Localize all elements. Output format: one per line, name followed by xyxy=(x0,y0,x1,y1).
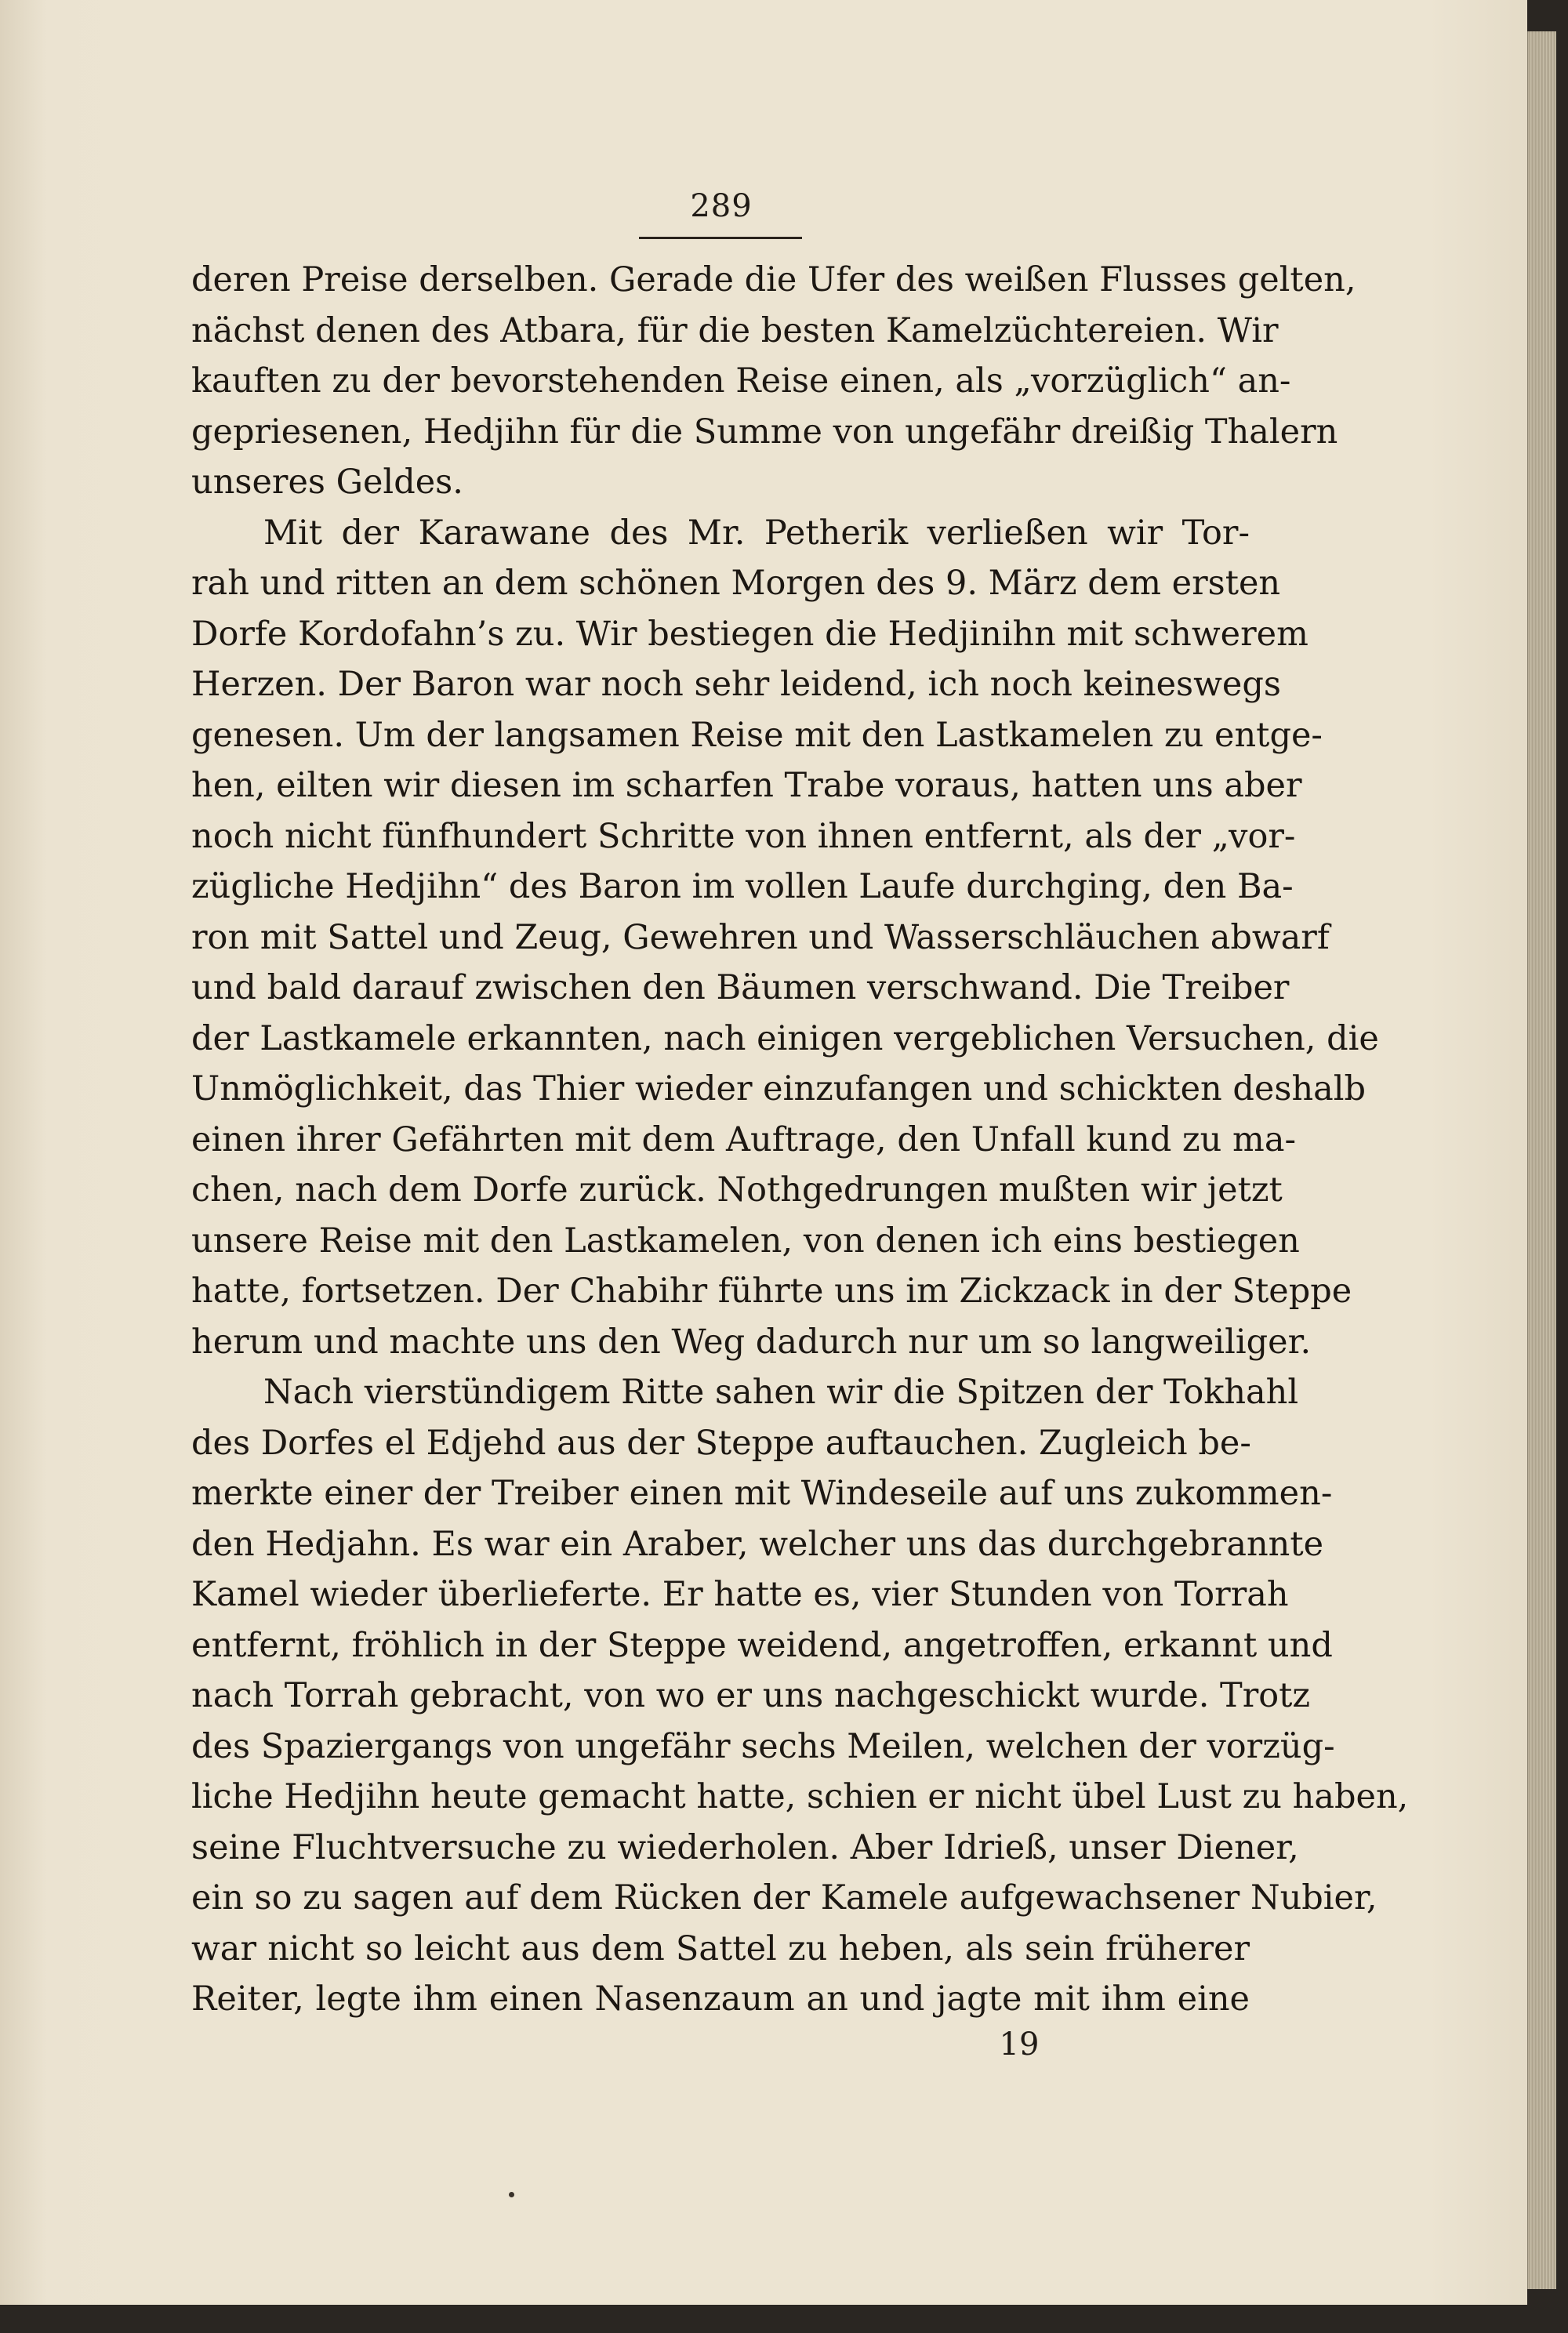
text-line: rah und ritten an dem schönen Morgen des 9. März dem ersten xyxy=(191,564,1281,603)
text-line: Mit der Karawane des Mr. Petherik verließen wir Tor- xyxy=(263,513,1250,553)
body-text xyxy=(191,255,1409,2025)
header-rule xyxy=(639,237,802,239)
text-line: den Hedjahn. Es war ein Araber, welcher uns das durchgebrannte xyxy=(191,1524,1324,1564)
text-line: chen, nach dem Dorfe zurück. Nothgedrungen mußten wir jetzt xyxy=(191,1170,1283,1210)
ink-dot xyxy=(509,2192,514,2197)
text-line: genesen. Um der langsamen Reise mit den Lastkamelen zu entge- xyxy=(191,715,1323,755)
text-line: war nicht so leicht aus dem Sattel zu heben, als sein früherer xyxy=(191,1928,1250,1968)
page-number: 289 xyxy=(690,188,753,224)
text-line: Nach vierstündigem Ritte sahen wir die Spitzen der Tokhahl xyxy=(263,1373,1299,1412)
text-line: kauften zu der bevorstehenden Reise einen, als „vorzüglich“ an- xyxy=(191,361,1291,401)
text-line: herum und machte uns den Weg dadurch nur um so langweiliger. xyxy=(191,1322,1312,1362)
text-line: Reiter, legte ihm einen Nasenzaum an und jagte mit ihm eine xyxy=(191,1979,1250,2019)
text-line: hatte, fortsetzen. Der Chabihr führte uns im Zickzack in der Steppe xyxy=(191,1272,1352,1311)
text-line: hen, eilten wir diesen im scharfen Trabe voraus, hatten uns aber xyxy=(191,766,1302,805)
text-line: liche Hedjihn heute gemacht hatte, schien er nicht übel Lust zu haben, xyxy=(191,1777,1409,1816)
text-line: nach Torrah gebracht, von wo er uns nachgeschickt wurde. Trotz xyxy=(191,1676,1311,1715)
page-edges xyxy=(1527,31,1556,2289)
text-line: unseres Geldes. xyxy=(191,463,463,502)
text-line: seine Fluchtversuche zu wiederholen. Aber Idrieß, unser Diener, xyxy=(191,1827,1299,1867)
text-line: und bald darauf zwischen den Bäumen verschwand. Die Treiber xyxy=(191,968,1290,1007)
text-line: gepriesenen, Hedjihn für die Summe von ungefähr dreißig Thalern xyxy=(191,412,1338,452)
text-line: nächst denen des Atbara, für die besten Kamelzüchtereien. Wir xyxy=(191,310,1279,350)
text-line: unsere Reise mit den Lastkamelen, von denen ich eins bestiegen xyxy=(191,1221,1300,1261)
text-line: zügliche Hedjihn“ des Baron im vollen Laufe durchging, den Ba- xyxy=(191,867,1294,906)
text-line: Kamel wieder überlieferte. Er hatte es, vier Stunden von Torrah xyxy=(191,1575,1289,1614)
text-line: Herzen. Der Baron war noch sehr leidend, ich noch keineswegs xyxy=(191,665,1281,704)
signature-mark: 19 xyxy=(999,2026,1040,2063)
text-line: des Spaziergangs von ungefähr sechs Meilen, welchen der vorzüg- xyxy=(191,1726,1335,1766)
text-line: merkte einer der Treiber einen mit Windeseile auf uns zukommen- xyxy=(191,1474,1333,1513)
text-line: des Dorfes el Edjehd aus der Steppe auftauchen. Zugleich be- xyxy=(191,1423,1251,1463)
text-line: entfernt, fröhlich in der Steppe weidend, angetroffen, erkannt und xyxy=(191,1625,1333,1665)
text-line: deren Preise derselben. Gerade die Ufer des weißen Flusses gelten, xyxy=(191,260,1356,299)
text-line: noch nicht fünfhundert Schritte von ihnen entfernt, als der „vor- xyxy=(191,816,1296,856)
text-line: Dorfe Kordofahn’s zu. Wir bestiegen die Hedjinihn mit schwerem xyxy=(191,614,1308,654)
text-line: ron mit Sattel und Zeug, Gewehren und Wasserschläuchen abwarf xyxy=(191,917,1330,957)
text-line: der Lastkamele erkannten, nach einigen vergeblichen Versuchen, die xyxy=(191,1018,1379,1058)
text-line: Unmöglichkeit, das Thier wieder einzufangen und schickten deshalb xyxy=(191,1069,1367,1108)
text-line: einen ihrer Gefährten mit dem Auftrage, den Unfall kund zu ma- xyxy=(191,1119,1296,1159)
text-line: ein so zu sagen auf dem Rücken der Kamele aufgewachsener Nubier, xyxy=(191,1878,1377,1918)
